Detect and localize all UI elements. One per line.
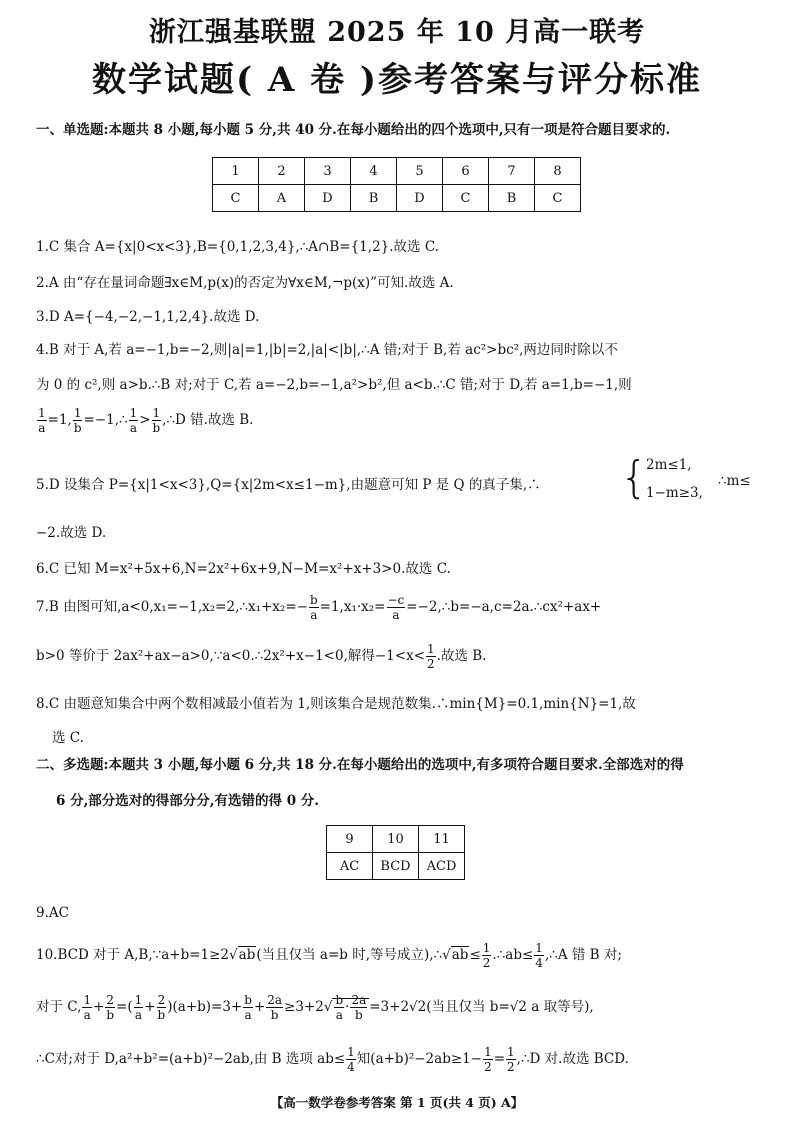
fraction: $\frac{1}{4}$ bbox=[347, 1045, 355, 1074]
q4-line3: $\frac{1}{a}$ =1, $\frac{1}{b}$ =−1,∴ $\frac{1}{a}$ > $\frac{1}{b}$ ,∴D 错.故选 B. bbox=[38, 406, 254, 435]
table-cell: 4 bbox=[351, 158, 397, 185]
table-cell: 1 bbox=[213, 158, 259, 185]
section2-heading-cont: 6 分,部分选对的得部分分,有选错的得 0 分. bbox=[56, 793, 319, 809]
q5-line2: −2.故选 D. bbox=[36, 525, 107, 541]
q1-solution: 1.C 集合 A={x|0<x<3},B={0,1,2,3,4},∴A∩B={1,2}.故选 C. bbox=[36, 239, 439, 255]
q10-line1: 10.BCD 对于 A,B,∵a+b=1≥2√ab(当且仅当 a=b 时,等号成立),∴√ab≤ $\frac{1}{2}$ .∴ab≤ $\frac{1}{4}$ ,∴A 错 B 对; bbox=[36, 941, 622, 970]
fraction: $\frac{1}{b}$ bbox=[73, 406, 82, 435]
fraction: $\frac{b}{a}$ bbox=[309, 593, 318, 622]
q4-line1: 4.B 对于 A,若 a=−1,b=−2,则|a|=1,|b|=2,|a|<|b|,∴A 错;对于 B,若 ac²>bc²,两边同时除以不 bbox=[36, 342, 618, 358]
table-cell: 2 bbox=[259, 158, 305, 185]
fraction: $\frac{1}{2}$ bbox=[507, 1045, 515, 1074]
q6-solution: 6.C 已知 M=x²+5x+6,N=2x²+6x+9,N−M=x²+x+3>0.故选 C. bbox=[36, 561, 451, 577]
document-title: 数学试题( A 卷 )参考答案与评分标准 bbox=[91, 60, 703, 100]
section2-heading: 二、多选题:本题共 3 小题,每小题 6 分,共 18 分.在每小题给出的选项中,有多项符合题目要求.全部选对的得 bbox=[36, 757, 684, 773]
single-choice-answer-table bbox=[212, 157, 581, 212]
q4-line2: 为 0 的 c²,则 a>b.∴B 对;对于 C,若 a=−2,b=−1,a²>b²,但 a<b.∴C 错;对于 D,若 a=1,b=−1,则 bbox=[36, 377, 632, 393]
table-cell: 3 bbox=[305, 158, 351, 185]
table-cell: 6 bbox=[443, 158, 489, 185]
q10-line3: ∴C对;对于 D,a²+b²=(a+b)²−2ab,由 B 选项 ab≤ $\frac{1}{4}$ 知(a+b)²−2ab≥1− $\frac{1}{2}$ = $\frac{1}{2}$ ,∴D 对.故选 BCD. bbox=[36, 1045, 629, 1074]
fraction: $\frac{1}{2}$ bbox=[482, 941, 491, 970]
fraction: $\frac{1}{4}$ bbox=[535, 941, 543, 970]
fraction: $\frac{2}{b}$ bbox=[157, 993, 166, 1022]
table-cell: A bbox=[259, 185, 305, 212]
fraction: $\frac{1}{a}$ bbox=[129, 406, 138, 435]
fraction: $\frac{b}{a}$ bbox=[244, 993, 252, 1022]
fraction: $\frac{2}{b}$ bbox=[106, 993, 115, 1022]
fraction: $\frac{-c}{a}$ bbox=[387, 593, 405, 622]
q7-line2: b>0 等价于 2ax²+ax−a>0,∵a<0.∴2x²+x−1<0,解得−1<x< $\frac{1}{2}$ .故选 B. bbox=[36, 642, 487, 671]
fraction: $\frac{1}{a}$ bbox=[83, 993, 92, 1022]
question-number-row bbox=[213, 158, 581, 185]
answer-key-page: 浙江强基联盟 2025 年 10 月高一联考 数学试题( A 卷 )参考答案与评分标准 一、单选题:本题共 8 小题,每小题 5 分,共 40 分.在每小题给出的四个选项中,只有一项是符合题目要求的. 1 2 3 4 5 6 7 8 C A D B D C B C 1.C 集合 A={x|0<x<3},B={0,1,2,3,4},∴A∩B={1,2}.故选 C. 2.A 由“存在量词命题∃x∈M,p(x)的否定为∀x∈M,¬p(x)”可知.故选 A. 3.D A={−4,−2,−1,1,2,4}.故选 D. 4.B 对于 A,若 a=−1,b=−2,则|a|=1,|b|=2,|a|<|b|,∴A 错;对于 B,若 ac²>bc²,两边同时除以不 为 0 的 c²,则 a>b.∴B 对;对于 C,若 a=−2,b=−1,a²>b²,但 a<b.∴C 错;对于 D,若 a=1,b=−1,则 $\frac{1}{a}$ =1, $\frac{1}{b}$ =−1,∴ $\frac{1}{a}$ > $\frac{1}{b}$ ,∴D 错.故选 B. 5.D 设集合 P={x|1<x<3},Q={x|2m<x≤1−m},由题意可知 P 是 Q 的真子集,∴ { 2m≤1, 1−m≥3, ∴m≤ −2.故选 D. 6.C 已知 M=x²+5x+6,N=2x²+6x+9,N−M=x²+x+3>0.故选 C. 7.B 由图可知,a<0,x₁=−1,x₂=2,∴x₁+x₂=− $\frac{b}{a}$ =1,x₁·x₂= $\frac{-c}{a}$ =−2,∴b=−a,c=2a.∴cx²+ax+ b>0 等价于 2ax²+ax−a>0,∵a<0.∴2x²+x−1<0,解得−1<x< $\frac{1}{2}$ .故选 B. 8.C 由题意知集合中两个数相减最小值若为 1,则该集合是规范数集.∴min{M}=0.1,min{N}=1,故 选 C. 二、多选题:本题共 3 小题,每小题 6 分,共 18 分.在每小题给出的选项中,有多项符合题目要求.全部选对的得 6 分,部分选对的得部分分,有选错的得 0 分. 9 10 11 AC BCD ACD 9.AC 10.BCD 对于 A,B,∵a+b=1≥2√ab(当且仅当 a=b 时,等号成立),∴√ab≤ $\frac{1}{2}$ .∴ab≤ $\frac{1}{4}$ ,∴A 错 B 对; 对于 C, $\frac{1}{a}$ + $\frac{2}{b}$ =( $\frac{1}{a}$ + $\frac{2}{b}$ )(a+b)=3+ $\frac{b}{a}$ + $\frac{2a}{b}$ ≥3+2√ $\frac{b}{a}$ · $\frac{2a}{b}$ =3+2√2(当且仅当 b=√2 a 取等号), ∴C对;对于 D,a²+b²=(a+b)²−2ab,由 B 选项 ab≤ $\frac{1}{4}$ 知(a+b)²−2ab≥1− $\frac{1}{2}$ = $\frac{1}{2}$ ,∴D 对.故选 BCD. 【高一数学卷参考答案 第 1 页(共 4 页) A】 bbox=[0, 0, 794, 1123]
q8-line2: 选 C. bbox=[52, 730, 84, 746]
table-cell: AC bbox=[327, 853, 373, 880]
table-cell: D bbox=[305, 185, 351, 212]
table-cell: 5 bbox=[397, 158, 443, 185]
fraction: $\frac{2a}{b}$ bbox=[351, 993, 367, 1022]
table-cell: BCD bbox=[373, 853, 419, 880]
left-brace-icon: { bbox=[620, 452, 648, 503]
q10-line2: 对于 C, $\frac{1}{a}$ + $\frac{2}{b}$ =( $\frac{1}{a}$ + $\frac{2}{b}$ )(a+b)=3+ $\frac{b}{a}$ + $\frac{2a}{b}$ ≥3+2√ $\frac{b}{a}$ · $\frac{2a}{b}$ =3+2√2(当且仅当 b=√2 a 取等号), bbox=[36, 993, 594, 1022]
table-cell: 10 bbox=[373, 826, 419, 853]
table-cell: 11 bbox=[419, 826, 465, 853]
question-number-row bbox=[327, 826, 465, 853]
table-cell: B bbox=[351, 185, 397, 212]
fraction: $\frac{2a}{b}$ bbox=[267, 993, 283, 1022]
exam-title: 浙江强基联盟 2025 年 10 月高一联考 bbox=[148, 17, 646, 48]
q2-solution: 2.A 由“存在量词命题∃x∈M,p(x)的否定为∀x∈M,¬p(x)”可知.故选 A. bbox=[36, 275, 454, 291]
table-cell: C bbox=[213, 185, 259, 212]
answer-row bbox=[213, 185, 581, 212]
table-cell: 7 bbox=[489, 158, 535, 185]
multi-choice-answer-table bbox=[326, 825, 465, 880]
section1-heading: 一、单选题:本题共 8 小题,每小题 5 分,共 40 分.在每小题给出的四个选项中,只有一项是符合题目要求的. bbox=[36, 122, 671, 138]
table-cell: C bbox=[535, 185, 581, 212]
q7-line1: 7.B 由图可知,a<0,x₁=−1,x₂=2,∴x₁+x₂=− $\frac{b}{a}$ =1,x₁·x₂= $\frac{-c}{a}$ =−2,∴b=−a,c=2a.∴cx²+ax+ bbox=[36, 593, 602, 622]
table-cell: ACD bbox=[419, 853, 465, 880]
table-cell: B bbox=[489, 185, 535, 212]
table-cell: C bbox=[443, 185, 489, 212]
fraction: $\frac{1}{2}$ bbox=[484, 1045, 492, 1074]
q5-tail: ∴m≤ bbox=[718, 473, 751, 489]
answer-row bbox=[327, 853, 465, 880]
q3-solution: 3.D A={−4,−2,−1,1,2,4}.故选 D. bbox=[36, 309, 260, 325]
fraction: $\frac{1}{a}$ bbox=[38, 406, 46, 435]
fraction: $\frac{1}{a}$ bbox=[134, 993, 143, 1022]
table-cell: D bbox=[397, 185, 443, 212]
fraction: $\frac{1}{2}$ bbox=[427, 642, 435, 671]
table-cell: 8 bbox=[535, 158, 581, 185]
fraction: $\frac{1}{b}$ bbox=[152, 406, 161, 435]
page-footer: 【高一数学卷参考答案 第 1 页(共 4 页) A】 bbox=[270, 1095, 524, 1110]
q8-line1: 8.C 由题意知集合中两个数相减最小值若为 1,则该集合是规范数集.∴min{M}=0.1,min{N}=1,故 bbox=[36, 696, 636, 712]
q9-solution: 9.AC bbox=[36, 905, 69, 921]
table-cell: 9 bbox=[327, 826, 373, 853]
fraction: $\frac{b}{a}$ bbox=[335, 993, 344, 1022]
q5-line1: 5.D 设集合 P={x|1<x<3},Q={x|2m<x≤1−m},由题意可知 P 是 Q 的真子集,∴ bbox=[36, 477, 541, 493]
